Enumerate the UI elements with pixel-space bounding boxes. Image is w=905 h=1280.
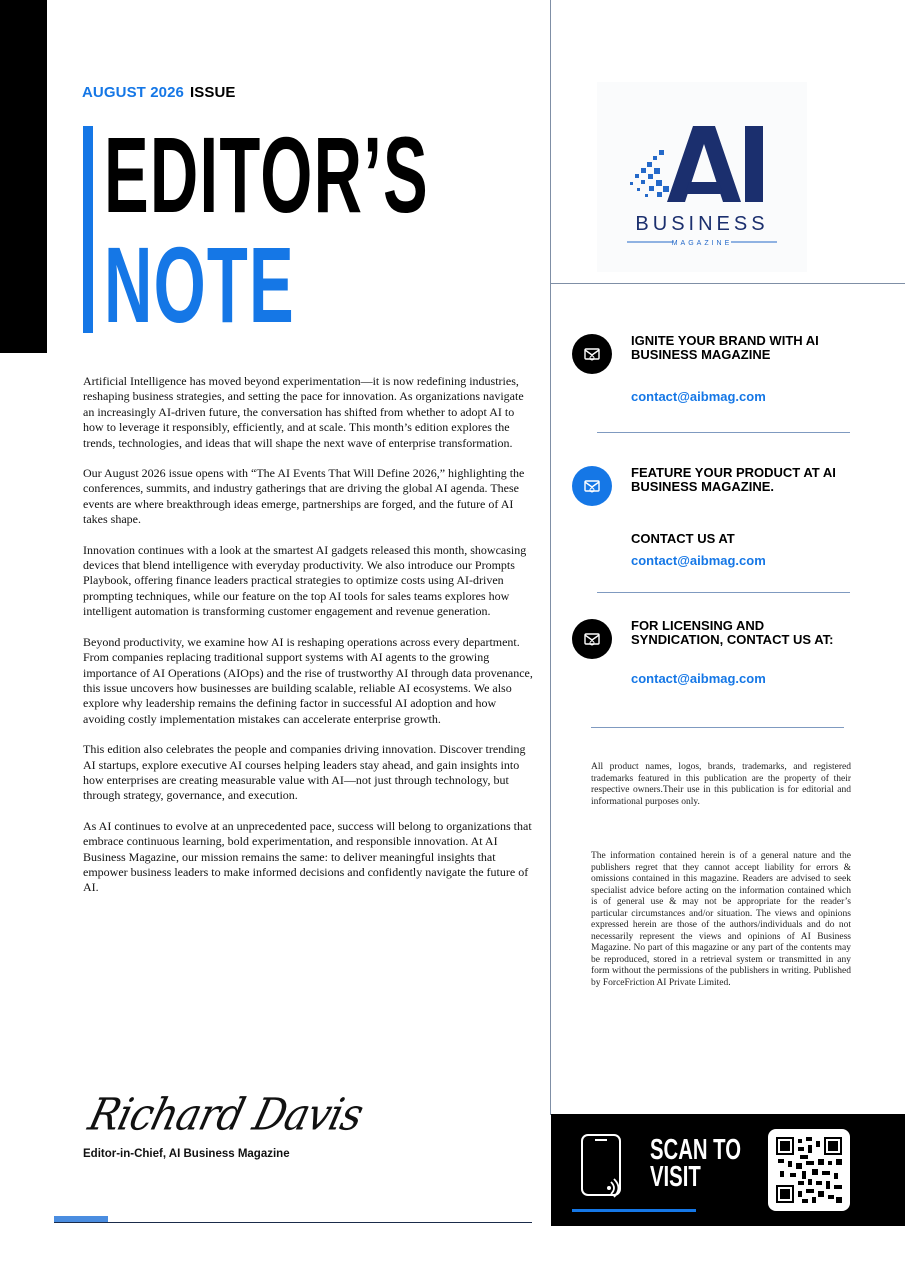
scan-to-visit-panel[interactable] xyxy=(551,1114,905,1226)
signature-caption: Editor-in-Chief, AI Business Magazine xyxy=(83,1148,290,1160)
contact-heading: FEATURE YOUR PRODUCT AT AI BUSINESS MAGAZINE. xyxy=(631,465,836,494)
envelope-icon xyxy=(572,619,612,659)
smartphone-icon xyxy=(581,1134,623,1203)
paragraph: Our August 2026 issue opens with “The AI Events That Will Define 2026,” highlighting the conferences, summits, and industry gatherings that are driving the global AI agenda. These events are where breakthrough ideas emerge, partnerships are forged, and the future of AI takes shape. xyxy=(83,466,525,527)
contact-email-link[interactable]: contact@aibmag.com xyxy=(631,671,766,686)
paragraph: As AI continues to evolve at an unprecedented pace, success will belong to organizations that embrace continuous learning, bold experimentation, and responsible innovation. At AI Business Magazine, our mission remains the same: to deliver meaningful insights that empower business leaders to make informed decisions and confidently navigate the future of AI. xyxy=(83,818,532,895)
logo-business-text: BUSINESS xyxy=(635,213,769,235)
contact-heading: IGNITE YOUR BRAND WITH AI BUSINESS MAGAZINE xyxy=(631,333,819,362)
envelope-icon xyxy=(572,466,612,506)
liability-disclaimer: The information contained herein is of a general nature and the publishers regret that they cannot accept liability for errors & omissions contained in this magazine. Readers are advised to seek specialist advice before acting on the information contained which is of general use & may not be appropriate for the reader’s particular circumstances and/or situation. The views and opinions expressed herein are those of the authors/individuals and do not necessarily represent the views and opinions of AI Business Magazine. No part of this magazine or any part of the contents may be reproduced, stored in a retrieval system or transmitted in any form without the permissions of the publishers in writing. Published by ForceFriction AI Private Limited. xyxy=(591,851,851,988)
title-line-2: NOTE xyxy=(104,224,295,345)
title-line-1: EDITOR’S xyxy=(104,114,429,235)
footer-rule xyxy=(54,1222,532,1223)
contact-email-link[interactable]: contact@aibmag.com xyxy=(631,389,766,404)
column-divider xyxy=(550,0,551,1115)
contact-heading: FOR LICENSING AND SYNDICATION, CONTACT US AT: xyxy=(631,618,834,647)
scan-line-1: SCAN TO xyxy=(650,1134,741,1166)
logo-magazine-text: MAGAZINE xyxy=(671,240,733,247)
trademark-disclaimer: All product names, logos, brands, trademarks, and registered trademarks featured in this publication are the property of their respective owners.Their use in this publication is for editorial and informational purposes only. xyxy=(591,762,851,807)
paragraph: Innovation continues with a look at the smartest AI gadgets released this month, showcasing devices that blend intelligence with everyday productivity. We also introduce our Prompts Playbook, offering finance leaders practical strategies to optimize costs using AI-driven prompting techniques, while our feature on the top AI tools for sales teams explores how intelligent automation is transforming customer engagement and revenue generation. xyxy=(83,542,527,619)
logo-i-shape xyxy=(745,126,763,202)
contact-email-link[interactable]: contact@aibmag.com xyxy=(631,553,766,568)
contact-block-feature xyxy=(572,466,862,576)
signature: Richard Davis xyxy=(83,1089,368,1141)
contact-separator xyxy=(597,432,850,433)
page-title xyxy=(104,114,429,345)
paragraph: This edition also celebrates the people and companies driving innovation. Discover trending AI startups, explore executive AI courses helping leaders stay ahead, and gain insights into how enterprises are creating measurable value with AI—not just through technology, but through strategy, governance, and execution. xyxy=(83,742,526,803)
contact-block-licensing xyxy=(572,619,862,699)
paragraph: Beyond productivity, we examine how AI is reshaping operations across every department. From companies replacing traditional support systems with AI agents to the growing importance of AI Operations (AIOps) and the rise of trustworthy AI through data provenance, this issue uncovers how businesses are building scalable, reliable AI ecosystems. We also explore why leadership remains the defining factor in successful AI adoption and how avoiding costly implementation mistakes can accelerate enterprise growth. xyxy=(83,634,533,726)
logo-pixel-dots xyxy=(630,150,669,197)
logo-divider xyxy=(551,283,905,284)
paragraph: Artificial Intelligence has moved beyond experimentation—it is now redefining industries, reshaping business strategies, and setting the pace for innovation. As organizations navigate an increasingly AI-driven future, the conversation has shifted from whether to adopt AI to how to leverage it responsibly, efficiently, and at scale. This month’s edition explores the trends, technologies, and ideas that will shape the next wave of enterprise transformation. xyxy=(83,374,524,450)
contact-separator xyxy=(597,592,850,593)
magazine-logo xyxy=(597,82,807,272)
issue-word: ISSUE xyxy=(189,84,236,101)
editor-note-body xyxy=(83,374,535,911)
title-accent-bar xyxy=(83,126,93,333)
envelope-icon xyxy=(572,334,612,374)
issue-month: AUGUST 2026 xyxy=(82,84,184,101)
scan-underline xyxy=(572,1209,696,1212)
issue-label xyxy=(82,84,236,101)
qr-code[interactable] xyxy=(768,1129,850,1211)
black-edge-tab xyxy=(0,0,47,353)
contact-block-advertise xyxy=(572,334,862,414)
contact-subheading: CONTACT US AT xyxy=(631,531,735,546)
contact-separator xyxy=(591,727,844,728)
scan-label xyxy=(650,1134,741,1193)
scan-line-2: VISIT xyxy=(650,1161,701,1193)
